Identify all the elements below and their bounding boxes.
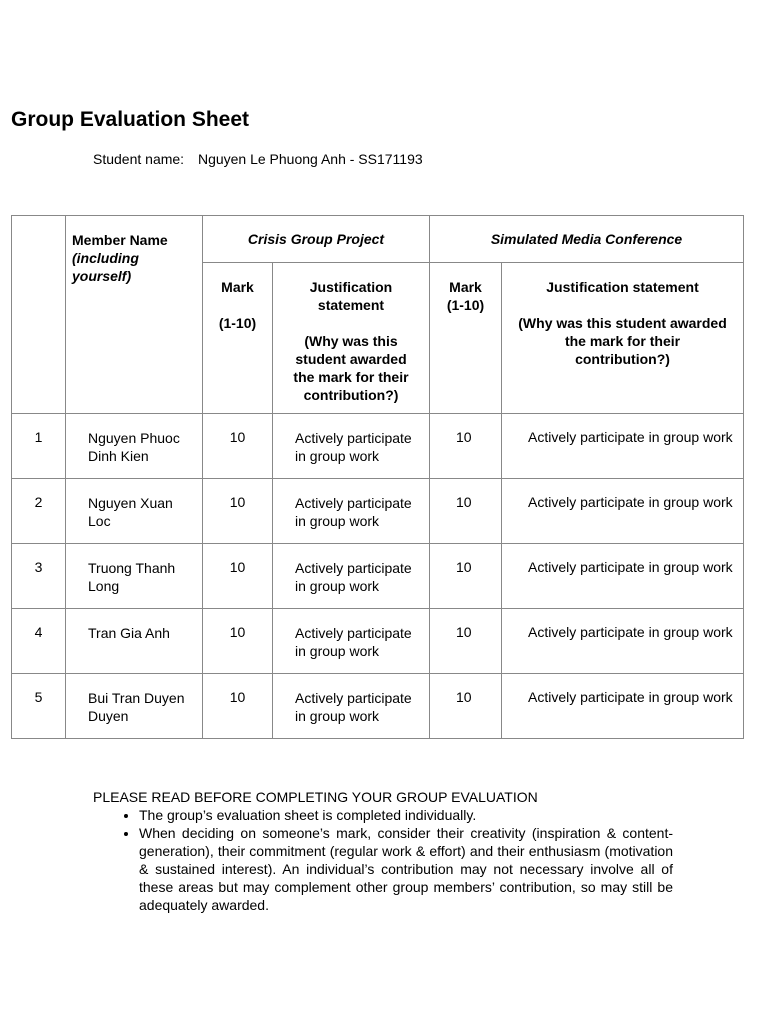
mark-header-1: Mark (1-10) <box>203 263 273 414</box>
justification-cell-1: Actively participate in group work <box>273 479 430 544</box>
justification-cell-2: Actively participate in group work <box>502 544 744 609</box>
justification-cell-1: Actively participate in group work <box>273 544 430 609</box>
instructions-section <box>93 788 673 914</box>
table-row <box>12 544 744 609</box>
page-title: Group Evaluation Sheet <box>11 108 250 131</box>
table-row <box>12 414 744 479</box>
simulated-media-conference-header: Simulated Media Conference <box>430 216 744 263</box>
evaluation-table <box>11 215 744 739</box>
member-name-header: Member Name (including yourself) <box>66 216 203 414</box>
member-name-cell: Nguyen Phuoc Dinh Kien <box>66 414 203 479</box>
justification-cell-2: Actively participate in group work <box>502 414 744 479</box>
justification-header-1: Justification statement (Why was this student awarded the mark for their contribution?) <box>273 263 430 414</box>
row-number: 1 <box>12 414 66 479</box>
row-number: 3 <box>12 544 66 609</box>
mark-cell-2: 10 <box>430 674 502 739</box>
instructions-heading: PLEASE READ BEFORE COMPLETING YOUR GROUP EVALUATION <box>93 789 538 805</box>
member-name-cell: Nguyen Xuan Loc <box>66 479 203 544</box>
index-header-cell <box>12 216 66 414</box>
student-name-label: Student name: <box>93 151 185 167</box>
row-number: 4 <box>12 609 66 674</box>
table-row <box>12 609 744 674</box>
crisis-group-project-header: Crisis Group Project <box>203 216 430 263</box>
mark-cell-1: 10 <box>203 479 273 544</box>
justification-cell-2: Actively participate in group work <box>502 674 744 739</box>
instruction-item: • When deciding on someone’s mark, consider their creativity (inspiration & content-generation), their commitment (regular work & effort) and their enthusiasm (motivation & sustained interest). An individual’s contribution may not necessary involve all of these areas but may complement other group members’ contribution, so may still be adequately awarded. <box>139 824 673 914</box>
student-name-line <box>93 151 423 167</box>
row-number: 2 <box>12 479 66 544</box>
mark-cell-1: 10 <box>203 609 273 674</box>
instruction-item: • The group’s evaluation sheet is completed individually. <box>139 806 673 824</box>
justification-cell-1: Actively participate in group work <box>273 674 430 739</box>
table-row <box>12 674 744 739</box>
justification-cell-1: Actively participate in group work <box>273 609 430 674</box>
mark-cell-2: 10 <box>430 479 502 544</box>
mark-header-2: Mark (1-10) <box>430 263 502 414</box>
mark-cell-1: 10 <box>203 544 273 609</box>
member-name-cell: Bui Tran Duyen Duyen <box>66 674 203 739</box>
table-header-row <box>12 216 744 263</box>
justification-cell-2: Actively participate in group work <box>502 479 744 544</box>
row-number: 5 <box>12 674 66 739</box>
table-row <box>12 479 744 544</box>
student-name-value: Nguyen Le Phuong Anh - SS171193 <box>197 151 423 167</box>
justification-cell-1: Actively participate in group work <box>273 414 430 479</box>
mark-cell-2: 10 <box>430 414 502 479</box>
member-name-cell: Tran Gia Anh <box>66 609 203 674</box>
mark-cell-2: 10 <box>430 544 502 609</box>
instructions-list <box>93 806 673 914</box>
mark-cell-1: 10 <box>203 674 273 739</box>
mark-cell-2: 10 <box>430 609 502 674</box>
member-name-cell: Truong Thanh Long <box>66 544 203 609</box>
justification-header-2: Justification statement (Why was this student awarded the mark for their contribution?) <box>502 263 744 414</box>
justification-cell-2: Actively participate in group work <box>502 609 744 674</box>
mark-cell-1: 10 <box>203 414 273 479</box>
